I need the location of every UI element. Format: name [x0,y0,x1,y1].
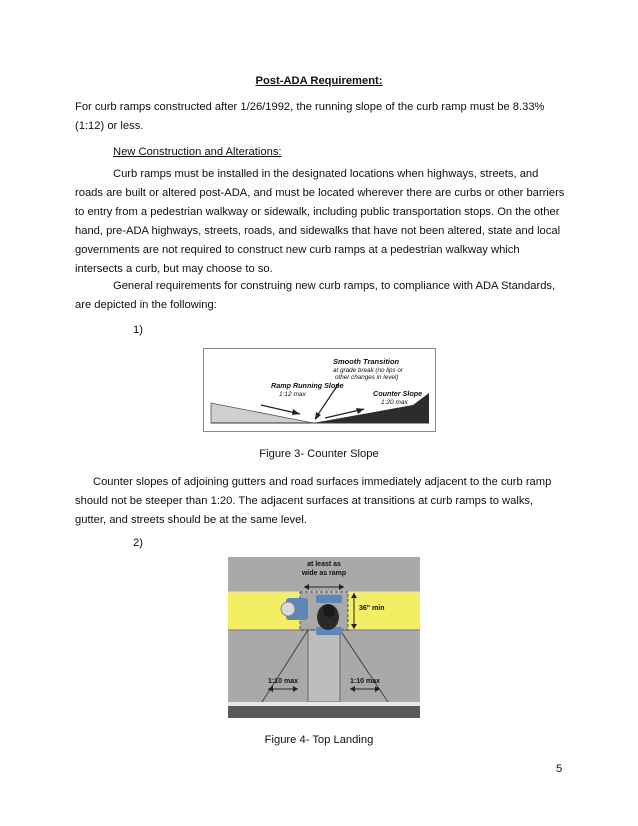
ramp-running-slope-label: Ramp Running Slope [271,381,344,390]
counter-slope-label: Counter Slope [373,389,423,398]
paragraph-counter-slopes: Counter slopes of adjoining gutters and road surfaces immediately adjacent to the curb ramp should not be steeper than 1:20. The adjacent surfaces at transitions at curb ramps to walks, gutter, and streets should be at the same level. [75,476,552,526]
figure-top-landing [228,557,420,718]
smooth-transition-label: Smooth Transition [333,357,400,366]
page-number: 5 [556,763,563,775]
grade-break-line2: other changes in level) [335,374,399,381]
paragraph-slope-requirement: For curb ramps constructed after 1/26/1992, the running slope of the curb ramp must be 8.33% (1:12) or less. [75,101,545,132]
page-heading: Post-ADA Requirement: [255,75,383,87]
ramp-max-label: 1:12 max [279,391,306,398]
paragraph-construction: Curb ramps must be installed in the designated locations when highways, streets, and roads are built or altered post-ADA, and must be located wherever there are curbs or other barriers to entry from a pedestrian walkway or sidewalk, including public transportation stops. On the other hand, pre-ADA highways, streets, roads, and sidewalks that have not been altered, state and local governments are not required to construct new curb ramps at a pedestrian walkway which intersects a curb, but may choose to so. [75,168,565,275]
subheading-new-construction: New Construction and Alterations: [113,146,282,158]
counter-slope-diagram [203,348,436,432]
right-flare-label: 1:10 max [350,678,380,685]
figure-3-caption: Figure 3- Counter Slope [259,448,379,460]
top-landing-diagram [228,557,420,718]
at-least-line2: wide as ramp [301,570,347,577]
figure-counter-slope [203,348,436,432]
figure-4-caption: Figure 4- Top Landing [264,734,374,746]
list-number-2: 2) [133,537,143,549]
left-flare-label: 1:10 max [268,678,298,685]
grade-break-line1: at grade break (no lips or [333,367,404,374]
at-least-line1: at least as [307,561,341,568]
paragraph-general-requirements: General requirements for construing new curb ramps, to compliance with ADA Standards, are depicted in the following: [75,280,556,311]
street-curb [228,706,420,718]
min-36-label: 36" min [359,605,385,612]
counter-max-label: 1:20 max [381,399,408,406]
ramp-area [308,630,340,702]
list-number-1: 1) [133,324,143,336]
